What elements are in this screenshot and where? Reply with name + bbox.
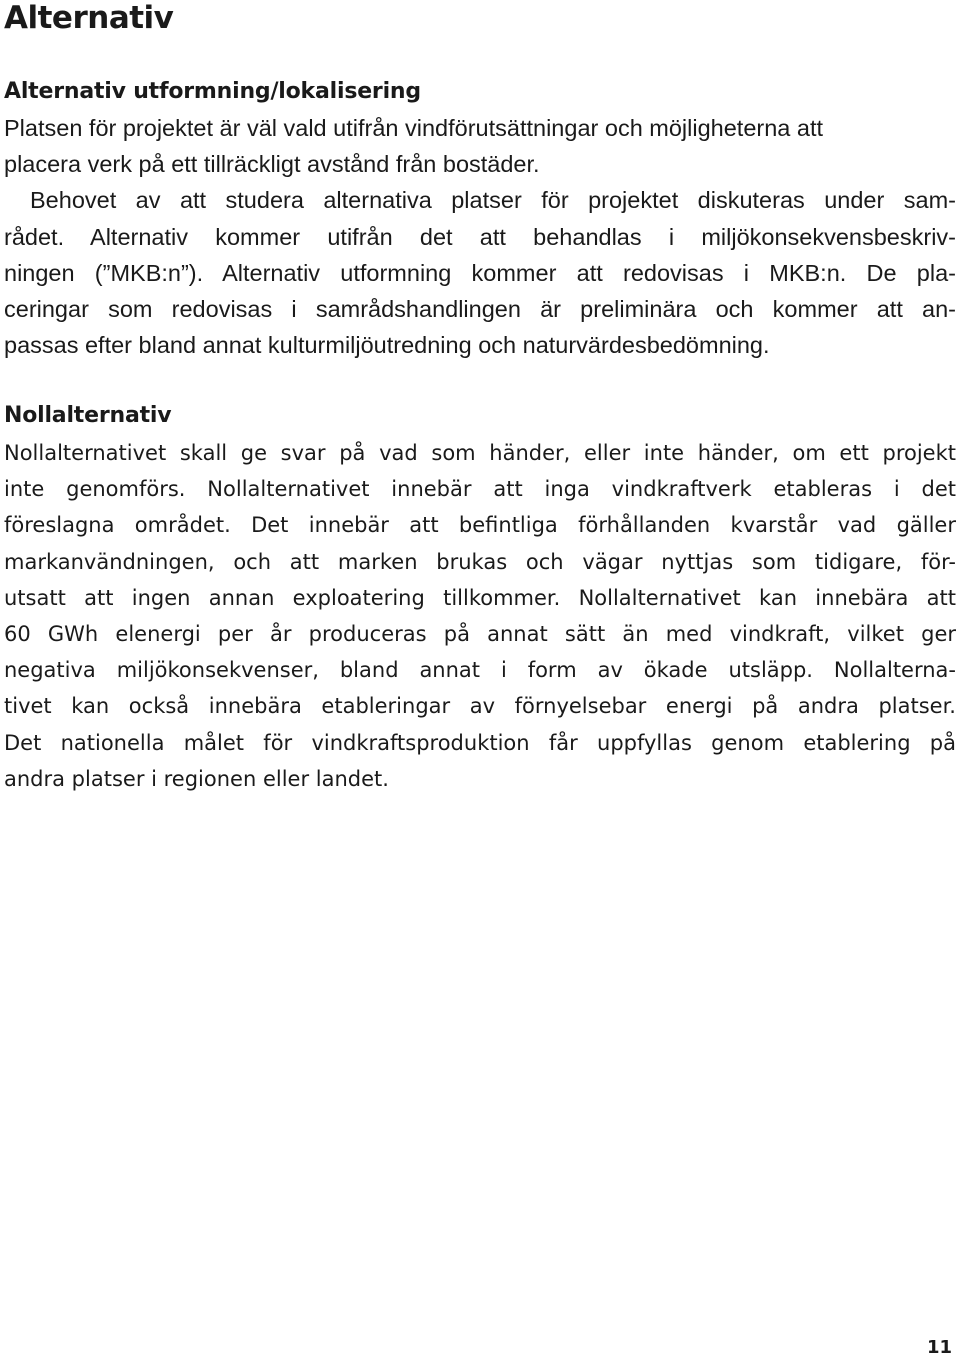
page-title: Alternativ bbox=[4, 0, 174, 36]
paragraph-line: ningen (”MKB:n”). Alternativ utformning kommer att redovisas i MKB:n. De pla- bbox=[4, 259, 956, 286]
paragraph-line: utsatt att ingen annan exploatering tillkommer. Nollalternativet kan innebära att bbox=[4, 585, 956, 610]
section-heading-alternativ-utformning: Alternativ utformning/lokalisering bbox=[4, 79, 421, 104]
section-heading-nollalternativ: Nollalternativ bbox=[4, 403, 172, 428]
paragraph-line: Nollalternativet skall ge svar på vad som händer, eller inte händer, om ett projekt bbox=[4, 441, 956, 465]
paragraph-line: Behovet av att studera alternativa platser för projektet diskuteras under sam- bbox=[30, 187, 956, 214]
paragraph-line: inte genomförs. Nollalternativet innebär att inga vindkraftverk etableras i det bbox=[4, 477, 956, 502]
paragraph-line: Det nationella målet för vindkraftsproduktion får uppfyllas genom etablering på bbox=[4, 730, 956, 755]
paragraph-line: markanvändningen, och att marken brukas och vägar nyttjas som tidigare, för- bbox=[4, 549, 956, 574]
paragraph-line: passas efter bland annat kulturmiljöutredning och naturvärdesbedömning. bbox=[4, 332, 770, 359]
paragraph-line: placera verk på ett tillräckligt avstånd från bostäder. bbox=[4, 151, 540, 178]
paragraph-line: Platsen för projektet är väl vald utifrån vindförutsättningar och möjligheterna att bbox=[4, 115, 824, 141]
paragraph-line: andra platser i regionen eller landet. bbox=[4, 766, 389, 791]
paragraph-line: negativa miljökonsekvenser, bland annat i form av ökade utsläpp. Nollalterna- bbox=[4, 658, 956, 683]
paragraph-line: rådet. Alternativ kommer utifrån det att behandlas i miljökonsekvensbeskriv- bbox=[4, 223, 956, 250]
page-number: 11 bbox=[926, 1337, 952, 1358]
paragraph-line: ceringar som redovisas i samrådshandlingen är preliminära och kommer att an- bbox=[4, 296, 956, 323]
paragraph-line: tivet kan också innebära etableringar av förnyelsebar energi på andra platser. bbox=[4, 694, 956, 719]
paragraph-line: föreslagna området. Det innebär att befintliga förhållanden kvarstår vad gäller bbox=[4, 513, 956, 538]
paragraph-line: 60 GWh elenergi per år produceras på annat sätt än med vindkraft, vilket ger bbox=[4, 622, 956, 647]
paragraph-nollalternativ bbox=[4, 435, 956, 797]
paragraph-alternativ-utformning bbox=[4, 110, 956, 363]
